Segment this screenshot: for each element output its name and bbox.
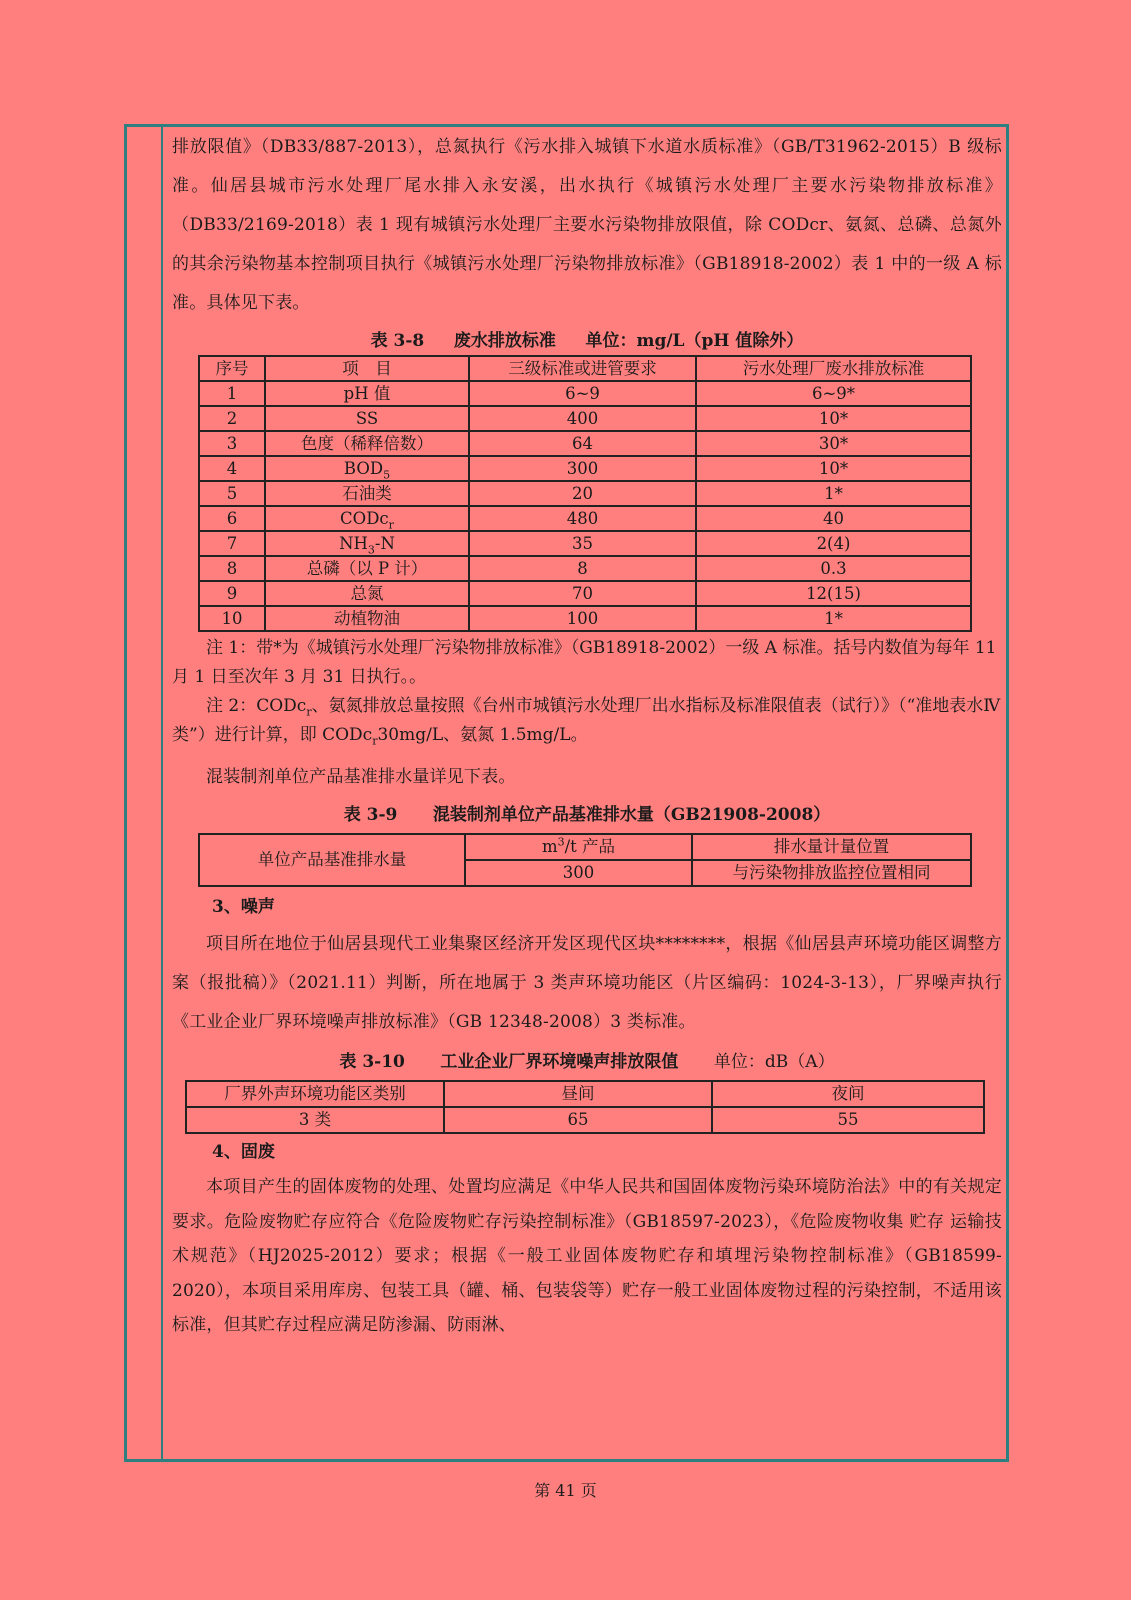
table-3-8-unit: 单位：mg/L（pH 值除外） [585, 331, 804, 351]
row-item-cell: CODc$_r$ [265, 506, 469, 531]
table-3-10-number: 表 3-10 [339, 1052, 405, 1072]
table-3-9 [198, 833, 972, 887]
row-no-cell: 2 [199, 406, 265, 431]
row-tertiary-std-cell: 400 [469, 406, 696, 431]
table-row [186, 1107, 984, 1133]
row-tertiary-std-cell: 300 [469, 456, 696, 481]
col-header-item: 项 目 [265, 356, 469, 381]
table-3-8 [198, 355, 972, 632]
note-1: 注 1：带*为《城镇污水处理厂污染物排放标准》（GB18918-2002）一级 A 标准。括号内数值为每年 11 月 1 日至次年 3 月 31 日执行。。 [172, 638, 997, 687]
table-row [199, 406, 971, 431]
paragraph-wastewater-standards: 排放限值》（DB33/887-2013），总氮执行《污水排入城镇下水道水质标准》（GB/T31962-2015）B 级标准。仙居县城市污水处理厂尾水排入永安溪，出水执行《城镇污水处理厂主要水污染物排放标准》（DB33/2169-2018）表 1 现有城镇污水处理厂主要水污染物排放限值，除 CODcr、氨氮、总磷、总氮外的其余污染物基本控制项目执行《城镇污水处理厂污染物排放标准》（GB18918-2002）表 1 中的一级 A 标准。具体见下表。 [172, 137, 1002, 313]
table-row [199, 834, 971, 860]
row-item-cell: 动植物油 [265, 606, 469, 631]
table-3-10-title: 工业企业厂界环境噪声排放限值 [440, 1052, 679, 1072]
col-header-nighttime: 夜间 [712, 1081, 984, 1107]
col-header-no: 序号 [199, 356, 265, 381]
table-3-10 [185, 1080, 985, 1134]
zone-class-cell: 3 类 [186, 1107, 444, 1133]
row-tertiary-std-cell: 20 [469, 481, 696, 506]
row-tertiary-std-cell: 100 [469, 606, 696, 631]
row-no-cell: 3 [199, 431, 265, 456]
col-header-daytime: 昼间 [444, 1081, 712, 1107]
table-3-10-unit: 单位：dB（A） [713, 1052, 835, 1072]
row-plant-std-cell: 2(4) [696, 531, 971, 556]
row-no-cell: 8 [199, 556, 265, 581]
row-tertiary-std-cell: 6~9 [469, 381, 696, 406]
document-body [172, 128, 1002, 1343]
table-header-row [199, 356, 971, 381]
table-3-8-number: 表 3-8 [370, 331, 425, 351]
row-plant-std-cell: 12(15) [696, 581, 971, 606]
row-item-cell: 总磷（以 P 计） [265, 556, 469, 581]
table-3-9-title: 混装制剂单位产品基准排水量（GB21908-2008） [432, 805, 831, 825]
row-plant-std-cell: 0.3 [696, 556, 971, 581]
row-no-cell: 4 [199, 456, 265, 481]
table-3-9-caption [172, 801, 1002, 829]
row-item-cell: 石油类 [265, 481, 469, 506]
paragraph-noise: 项目所在地位于仙居县现代工业集聚区经济开发区现代区块********，根据《仙居县声环境功能区调整方案（报批稿）》（2021.11）判断，所在地属于 3 类声环境功能区（片区编码：1024-3-13），厂界噪声执行《工业企业厂界环境噪声排放标准》（GB 12348-2008）3 类标准。 [172, 934, 1002, 1032]
page-number: 第 41 页 [534, 1481, 597, 1500]
paragraph-solid-waste: 本项目产生的固体废物的处理、处置均应满足《中华人民共和国固体废物污染环境防治法》中的有关规定要求。危险废物贮存应符合《危险废物贮存污染控制标准》（GB18597-2023），《危险废物收集 贮存 运输技术规范》（HJ2025-2012）要求；根据《一般工业固体废物贮存和填埋污染物控制标准》（GB18599-2020），本项目采用库房、包装工具（罐、桶、包装袋等）贮存一般工业固体废物过程的污染控制，不适用该标准，但其贮存过程应满足防渗漏、防雨淋、 [172, 1177, 1002, 1335]
row-no-cell: 6 [199, 506, 265, 531]
table-3-8-title: 废水排放标准 [453, 331, 556, 351]
row-tertiary-std-cell: 35 [469, 531, 696, 556]
row-plant-std-cell: 6~9* [696, 381, 971, 406]
table-row [199, 531, 971, 556]
col-header-tertiary-std: 三级标准或进管要求 [469, 356, 696, 381]
table-row [199, 456, 971, 481]
row-tertiary-std-cell: 64 [469, 431, 696, 456]
table-row [199, 606, 971, 631]
row-tertiary-std-cell: 480 [469, 506, 696, 531]
row-item-cell: pH 值 [265, 381, 469, 406]
drainage-unit-header: $m^3/t$ 产品 [465, 834, 692, 860]
row-plant-std-cell: 10* [696, 456, 971, 481]
row-item-cell: 总氮 [265, 581, 469, 606]
row-plant-std-cell: 40 [696, 506, 971, 531]
table-row [199, 431, 971, 456]
section-heading-noise: 3、噪声 [212, 897, 275, 917]
row-item-cell: $BOD_5$ [265, 456, 469, 481]
row-no-cell: 5 [199, 481, 265, 506]
row-plant-std-cell: 10* [696, 406, 971, 431]
left-margin-column-line [161, 127, 163, 1459]
row-plant-std-cell: 1* [696, 481, 971, 506]
row-no-cell: 7 [199, 531, 265, 556]
table-row [199, 581, 971, 606]
table-row [199, 481, 971, 506]
col-header-zone-class: 厂界外声环境功能区类别 [186, 1081, 444, 1107]
row-plant-std-cell: 30* [696, 431, 971, 456]
drainage-row-label: 单位产品基准排水量 [199, 834, 465, 886]
table-row [199, 506, 971, 531]
row-no-cell: 9 [199, 581, 265, 606]
table-3-8-caption [172, 327, 1002, 355]
row-no-cell: 1 [199, 381, 265, 406]
drainage-value: 300 [465, 860, 692, 886]
col-header-plant-std: 污水处理厂废水排放标准 [696, 356, 971, 381]
daytime-limit-cell: 65 [444, 1107, 712, 1133]
row-tertiary-std-cell: 70 [469, 581, 696, 606]
paragraph-drainage-intro: 混装制剂单位产品基准排水量详见下表。 [206, 767, 516, 787]
nighttime-limit-cell: 55 [712, 1107, 984, 1133]
row-plant-std-cell: 1* [696, 606, 971, 631]
row-item-cell: $NH_3-N$ [265, 531, 469, 556]
drainage-location-header: 排水量计量位置 [692, 834, 971, 860]
row-item-cell: 色度（稀释倍数） [265, 431, 469, 456]
note-2: 注 2：CODc$_r$、氨氮排放总量按照《台州市城镇污水处理厂出水指标及标准限值表（试行）》（“准地表水Ⅳ类”）进行计算，即 CODc$_r$30mg/L、氨氮 1.5mg/L。 [172, 696, 1001, 748]
table-3-10-caption [172, 1048, 1002, 1076]
table-header-row [186, 1081, 984, 1107]
section-heading-solid-waste: 4、固废 [212, 1142, 275, 1162]
table-3-9-number: 表 3-9 [343, 805, 398, 825]
table-row [199, 381, 971, 406]
drainage-location: 与污染物排放监控位置相同 [692, 860, 971, 886]
row-item-cell: SS [265, 406, 469, 431]
table-row [199, 556, 971, 581]
row-no-cell: 10 [199, 606, 265, 631]
row-tertiary-std-cell: 8 [469, 556, 696, 581]
